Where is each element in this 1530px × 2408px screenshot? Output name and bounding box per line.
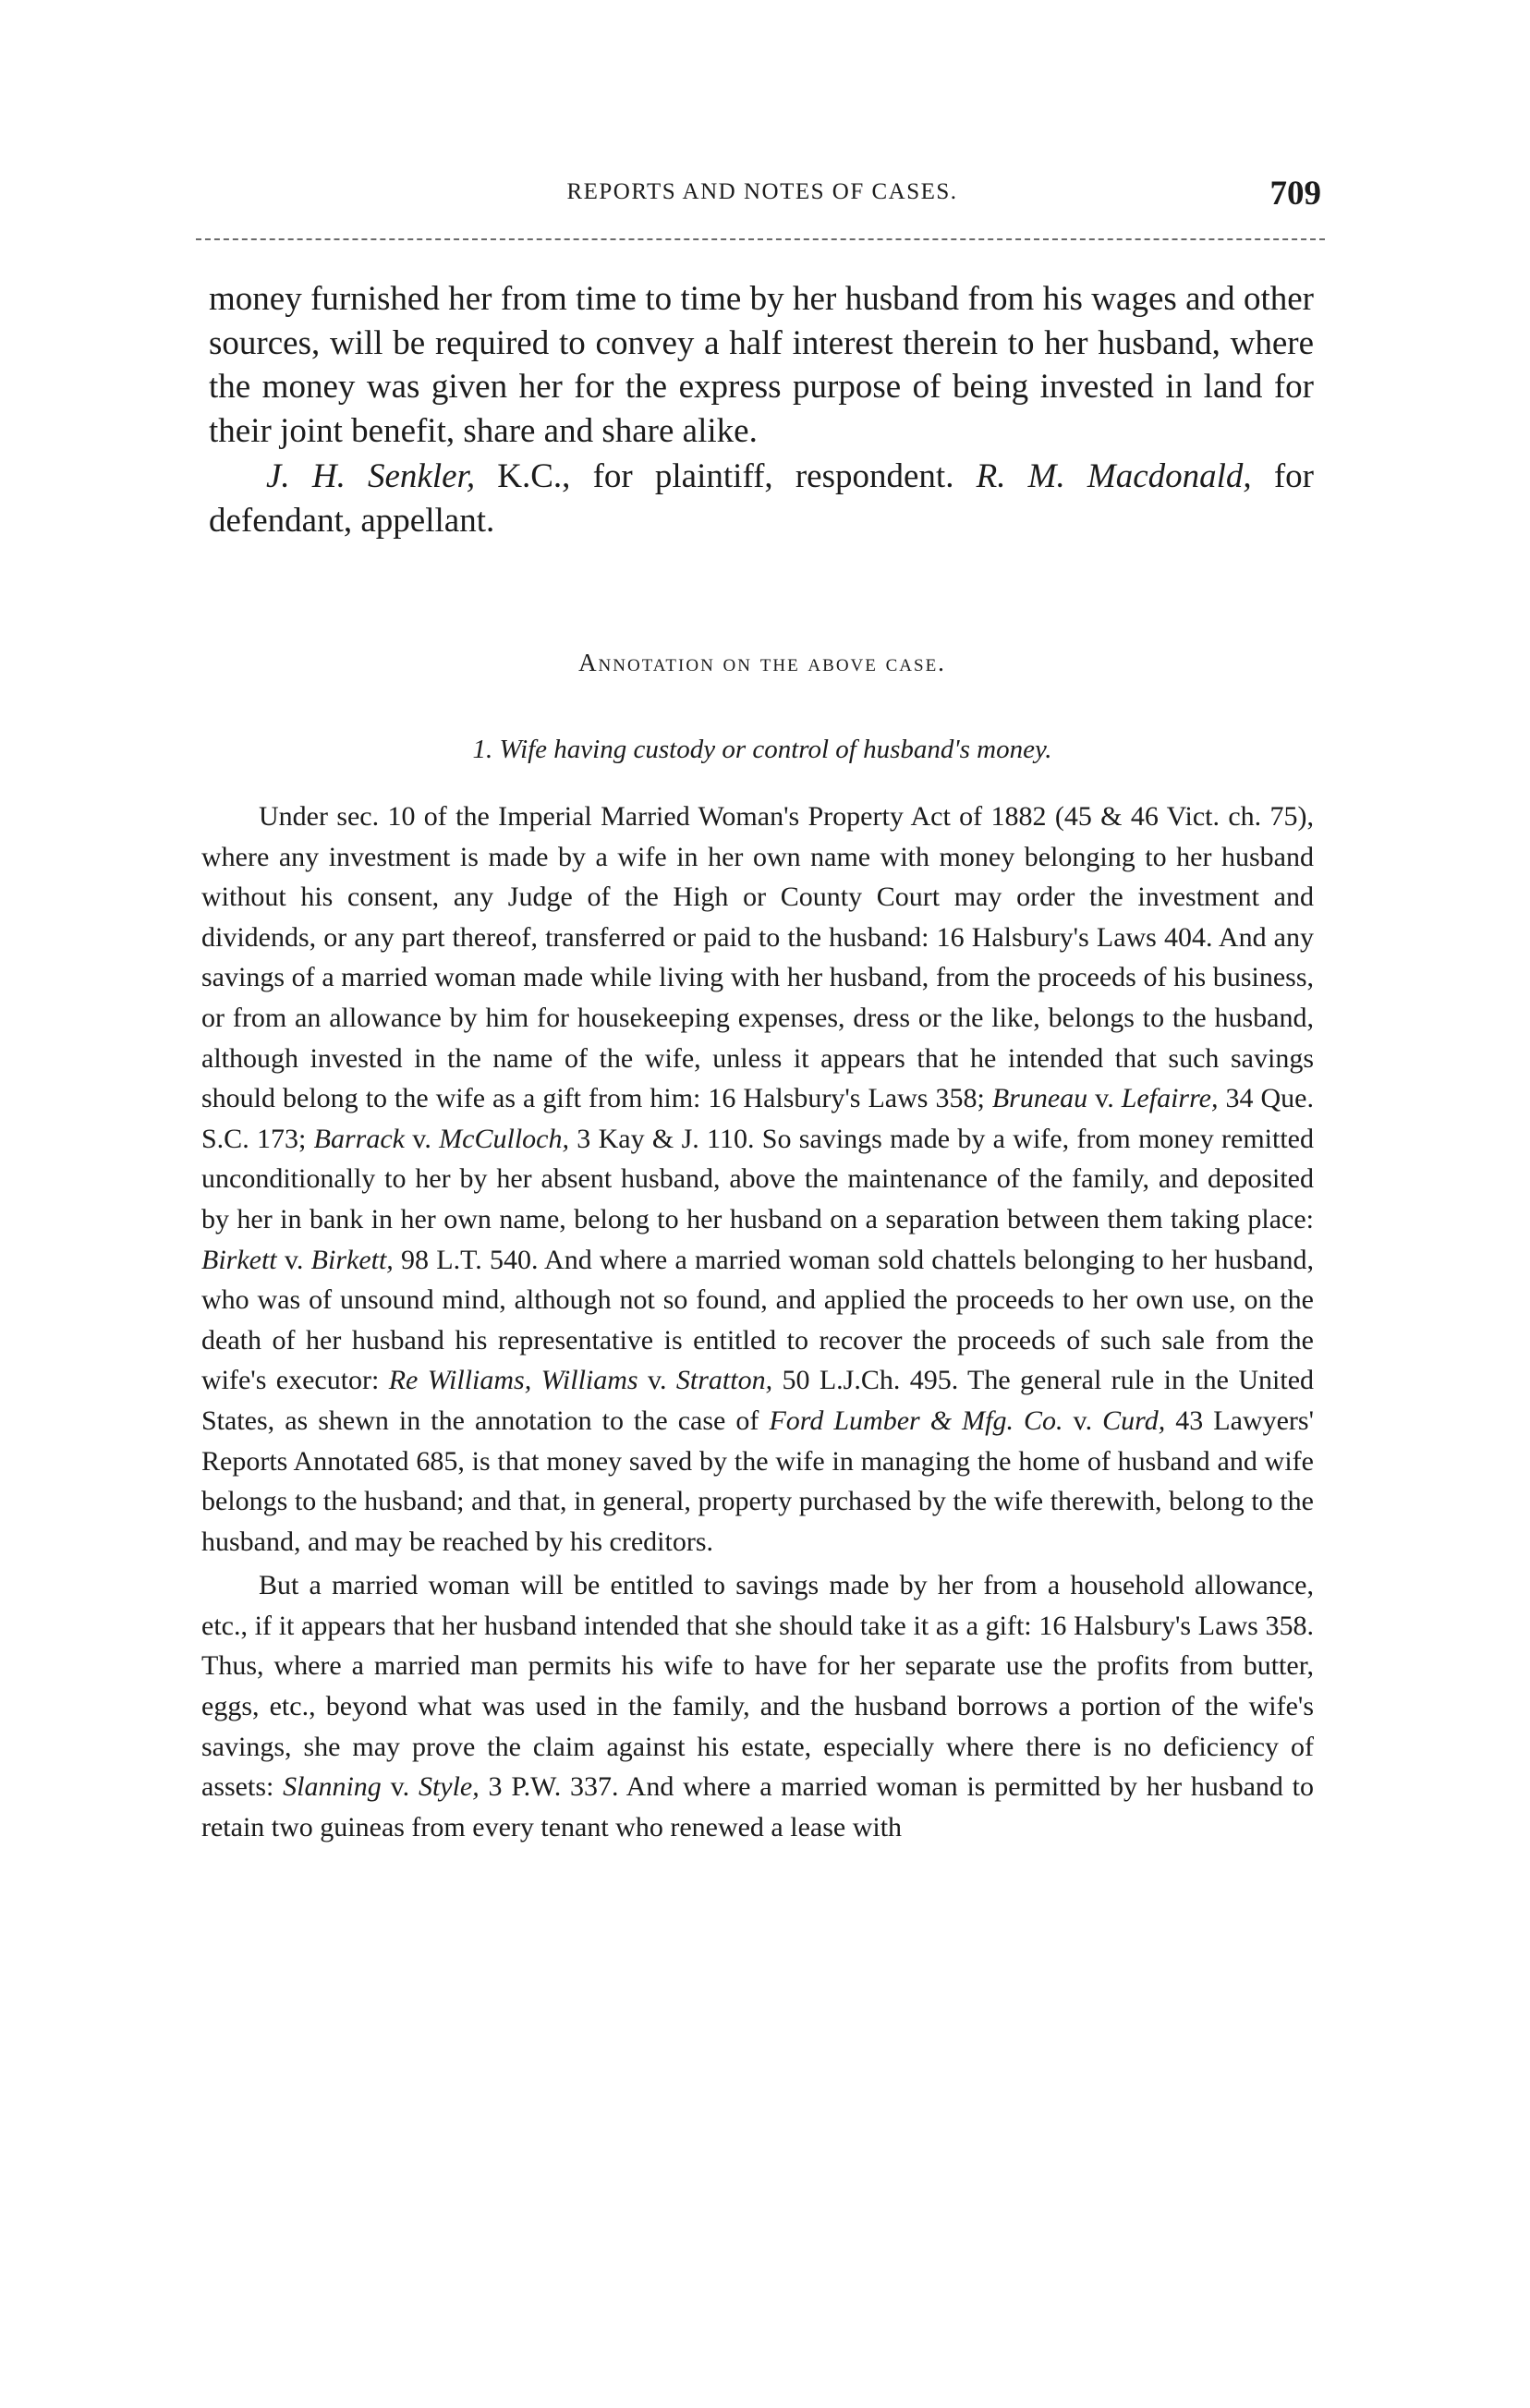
case-name: Bruneau xyxy=(991,1083,1088,1114)
defendant-counsel-role: for defendant, appellant. xyxy=(209,457,1314,540)
header-rule xyxy=(196,238,1325,240)
case-name: Curd, xyxy=(1102,1405,1166,1436)
case-name: McCulloch, xyxy=(439,1123,569,1154)
plaintiff-counsel-name: J. H. Senkler, xyxy=(266,457,476,495)
case-text xyxy=(209,277,1314,542)
annotation-paragraph-1: Under sec. 10 of the Imperial Married Woman's Property Act of 1882 (45 & 46 Vict. ch. 75), where any investment is made by a wife in her own name with money belonging to her husband without his consent, any Judge of the High or County Court may order the investment and dividends, or any part thereof, transferred or paid to the husband: 16 Halsbury's Laws 404. And any savings of a married woman made while living with her husband, from the proceeds of his business, or from an allowance by him for housekeeping expenses, dress or the like, belongs to the husband, although invested in the name of the wife, unless it appears that he intended that such savings should belong to the wife as a gift from him: 16 Halsbury's Laws 358; Bruneau v. Lefairre, 34 Que. S.C. 173; Barrack v. McCulloch, 3 Kay & J. 110. So savings made by a wife, from money remitted unconditionally to her by her absent husband, above the maintenance of the family, and deposited by her in bank in her own name, belong to her husband on a separation between them taking place: Birkett v. Birkett, 98 L.T. 540. And where a married woman sold chattels belonging to her husband, who was of unsound mind, although not so found, and applied the proceeds to her own use, on the death of her husband his representative is entitled to recover the proceeds of such sale from the wife's executor: Re Williams, Williams v. Stratton, 50 L.J.Ch. 495. The general rule in the United States, as shewn in the annotation to the case of Ford Lumber & Mfg. Co. v. Curd, 43 Lawyers' Reports Annotated 685, is that money saved by the wife in managing the home of husband and wife belongs to the husband; and that, in general, property purchased by the wife therewith, belong to the husband, and may be reached by his creditors. xyxy=(201,801,1315,1557)
case-name: Birkett xyxy=(201,1244,277,1275)
case-name: Re Williams, Williams xyxy=(388,1365,638,1396)
defendant-counsel-name: R. M. Macdonald, xyxy=(976,457,1252,495)
case-name: Lefairre, xyxy=(1121,1083,1219,1114)
section-heading: 1. Wife having custody or control of husband's money. xyxy=(472,735,1052,764)
page-number: 709 xyxy=(1269,175,1321,213)
case-name: Birkett, xyxy=(310,1244,394,1275)
case-name: Slanning xyxy=(283,1771,382,1803)
annotation-body xyxy=(201,797,1314,1847)
holding-paragraph: money furnished her from time to time by her husband from his wages and other sources, will be required to convey a half interest therein to her husband, where the money was given her for the express purpose of being invested in land for their joint benefit, share and share alike. xyxy=(209,280,1314,450)
case-name: Style, xyxy=(418,1771,480,1803)
running-title: REPORTS AND NOTES OF CASES. xyxy=(566,179,958,204)
case-name: Barrack xyxy=(313,1123,405,1154)
counsel-paragraph xyxy=(209,455,1314,542)
annotation-heading: Annotation on the above case. xyxy=(578,649,946,676)
case-name: Stratton, xyxy=(675,1365,773,1396)
annotation-paragraph-2: But a married woman will be entitled to savings made by her from a household allowance, etc., if it appears that her husband intended that she should take it as a gift: 16 Halsbury's Laws 358. Thus, where a married man permits his wife to have for her separate use the profits from butter, eggs, etc., beyond what was used in the family, and the husband borrows a portion of the wife's savings, she may prove the claim against his estate, especially where there is no deficiency of assets: Slanning v. Style, 3 P.W. 337. And where a married woman is permitted by her husband to retain two guineas from every tenant who renewed a lease with xyxy=(201,1570,1315,1842)
running-head xyxy=(203,174,1321,220)
case-name: Ford Lumber & Mfg. Co. xyxy=(769,1405,1063,1436)
plaintiff-counsel-role: K.C., for plaintiff, respondent. xyxy=(475,457,977,495)
